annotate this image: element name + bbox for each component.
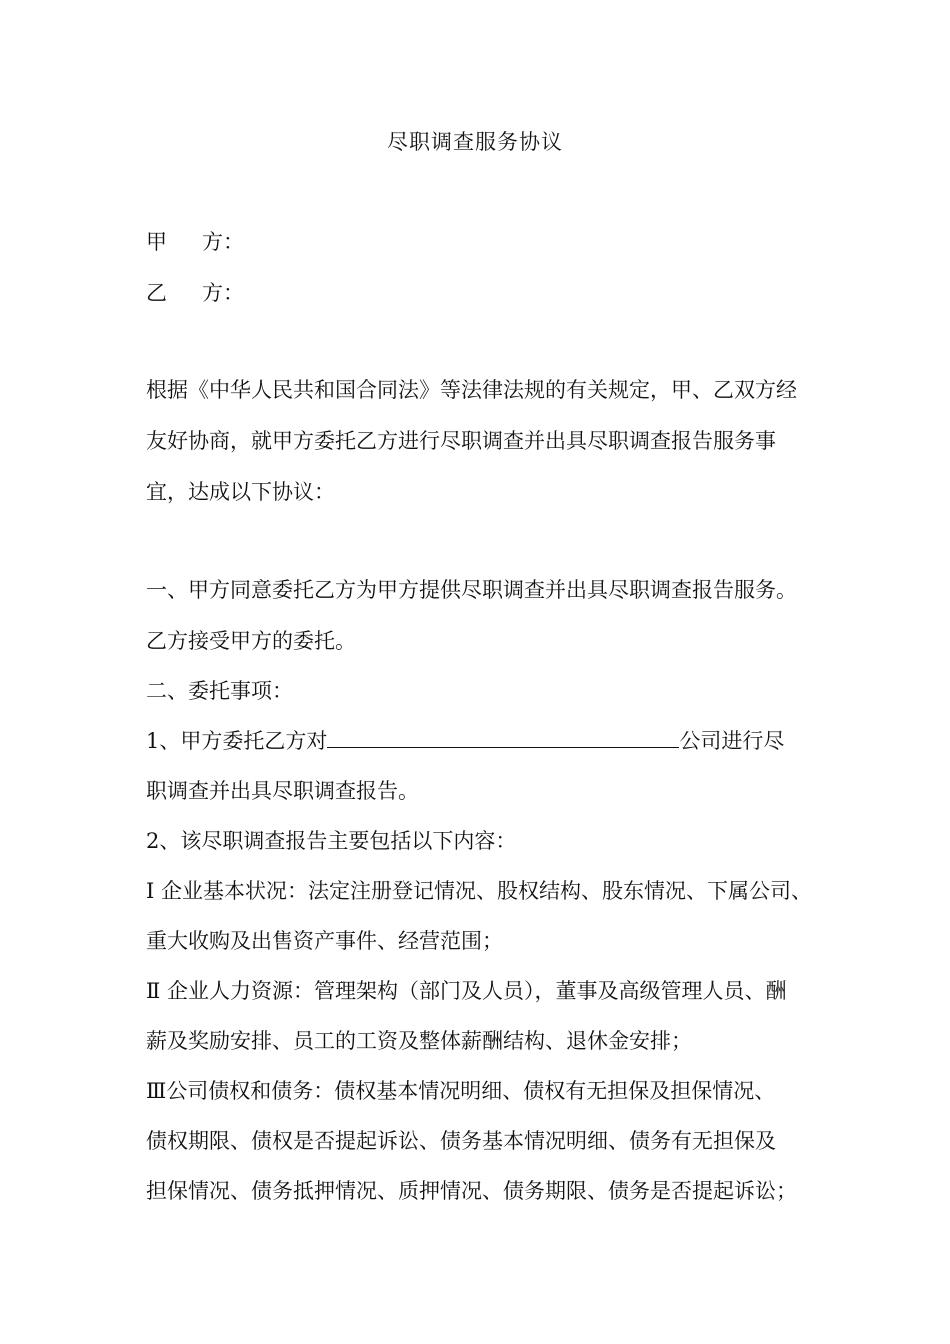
section-iii-line: 担保情况、债务抵押情况、质押情况、债务期限、债务是否提起诉讼； — [146, 1179, 797, 1203]
clause-1-line: 一、甲方同意委托乙方为甲方提供尽职调查并出具尽职调查报告服务。 — [146, 578, 797, 602]
party-a-line — [146, 227, 244, 257]
section-iii-line: 债权期限、债权是否提起诉讼、债务基本情况明细、债务有无担保及 — [146, 1129, 776, 1153]
section-i-line: Ⅰ 企业基本状况：法定注册登记情况、股权结构、股东情况、下属公司、 — [146, 879, 812, 903]
section-iii-line: Ⅲ公司债权和债务：债权基本情况明细、债权有无担保及担保情况、 — [146, 1079, 776, 1103]
item-2-line: 2、该尽职调查报告主要包括以下内容： — [146, 829, 517, 853]
document-title: 尽职调查服务协议 — [387, 130, 563, 154]
party-a-label: 方： — [202, 230, 244, 254]
preamble-line: 友好协商，就甲方委托乙方进行尽职调查并出具尽职调查报告服务事 — [146, 429, 776, 453]
item-1-continuation: 职调查并出具尽职调查报告。 — [146, 779, 419, 803]
item-1-line — [146, 726, 784, 756]
item-1-suffix: 公司进行尽 — [679, 729, 785, 753]
section-i-line: 重大收购及出售资产事件、经营范围； — [146, 929, 503, 953]
party-a-label-char: 甲 — [146, 230, 167, 254]
section-ii-line: 薪及奖励安排、员工的工资及整体薪酬结构、退休金安排； — [146, 1029, 692, 1053]
section-ii-line: Ⅱ 企业人力资源：管理架构（部门及人员），董事及高级管理人员、酬 — [146, 979, 787, 1003]
preamble-line: 宜，达成以下协议： — [146, 480, 335, 504]
clause-1-line: 乙方接受甲方的委托。 — [146, 629, 356, 653]
party-b-line — [146, 278, 244, 308]
party-b-label-char: 乙 — [146, 281, 167, 305]
clause-2-heading: 二、委托事项： — [146, 679, 293, 703]
preamble-line: 根据《中华人民共和国合同法》等法律法规的有关规定，甲、乙双方经 — [146, 378, 797, 402]
company-name-blank[interactable] — [327, 727, 679, 748]
item-1-prefix: 1、甲方委托乙方对 — [146, 729, 328, 753]
party-b-label: 方： — [202, 281, 244, 305]
